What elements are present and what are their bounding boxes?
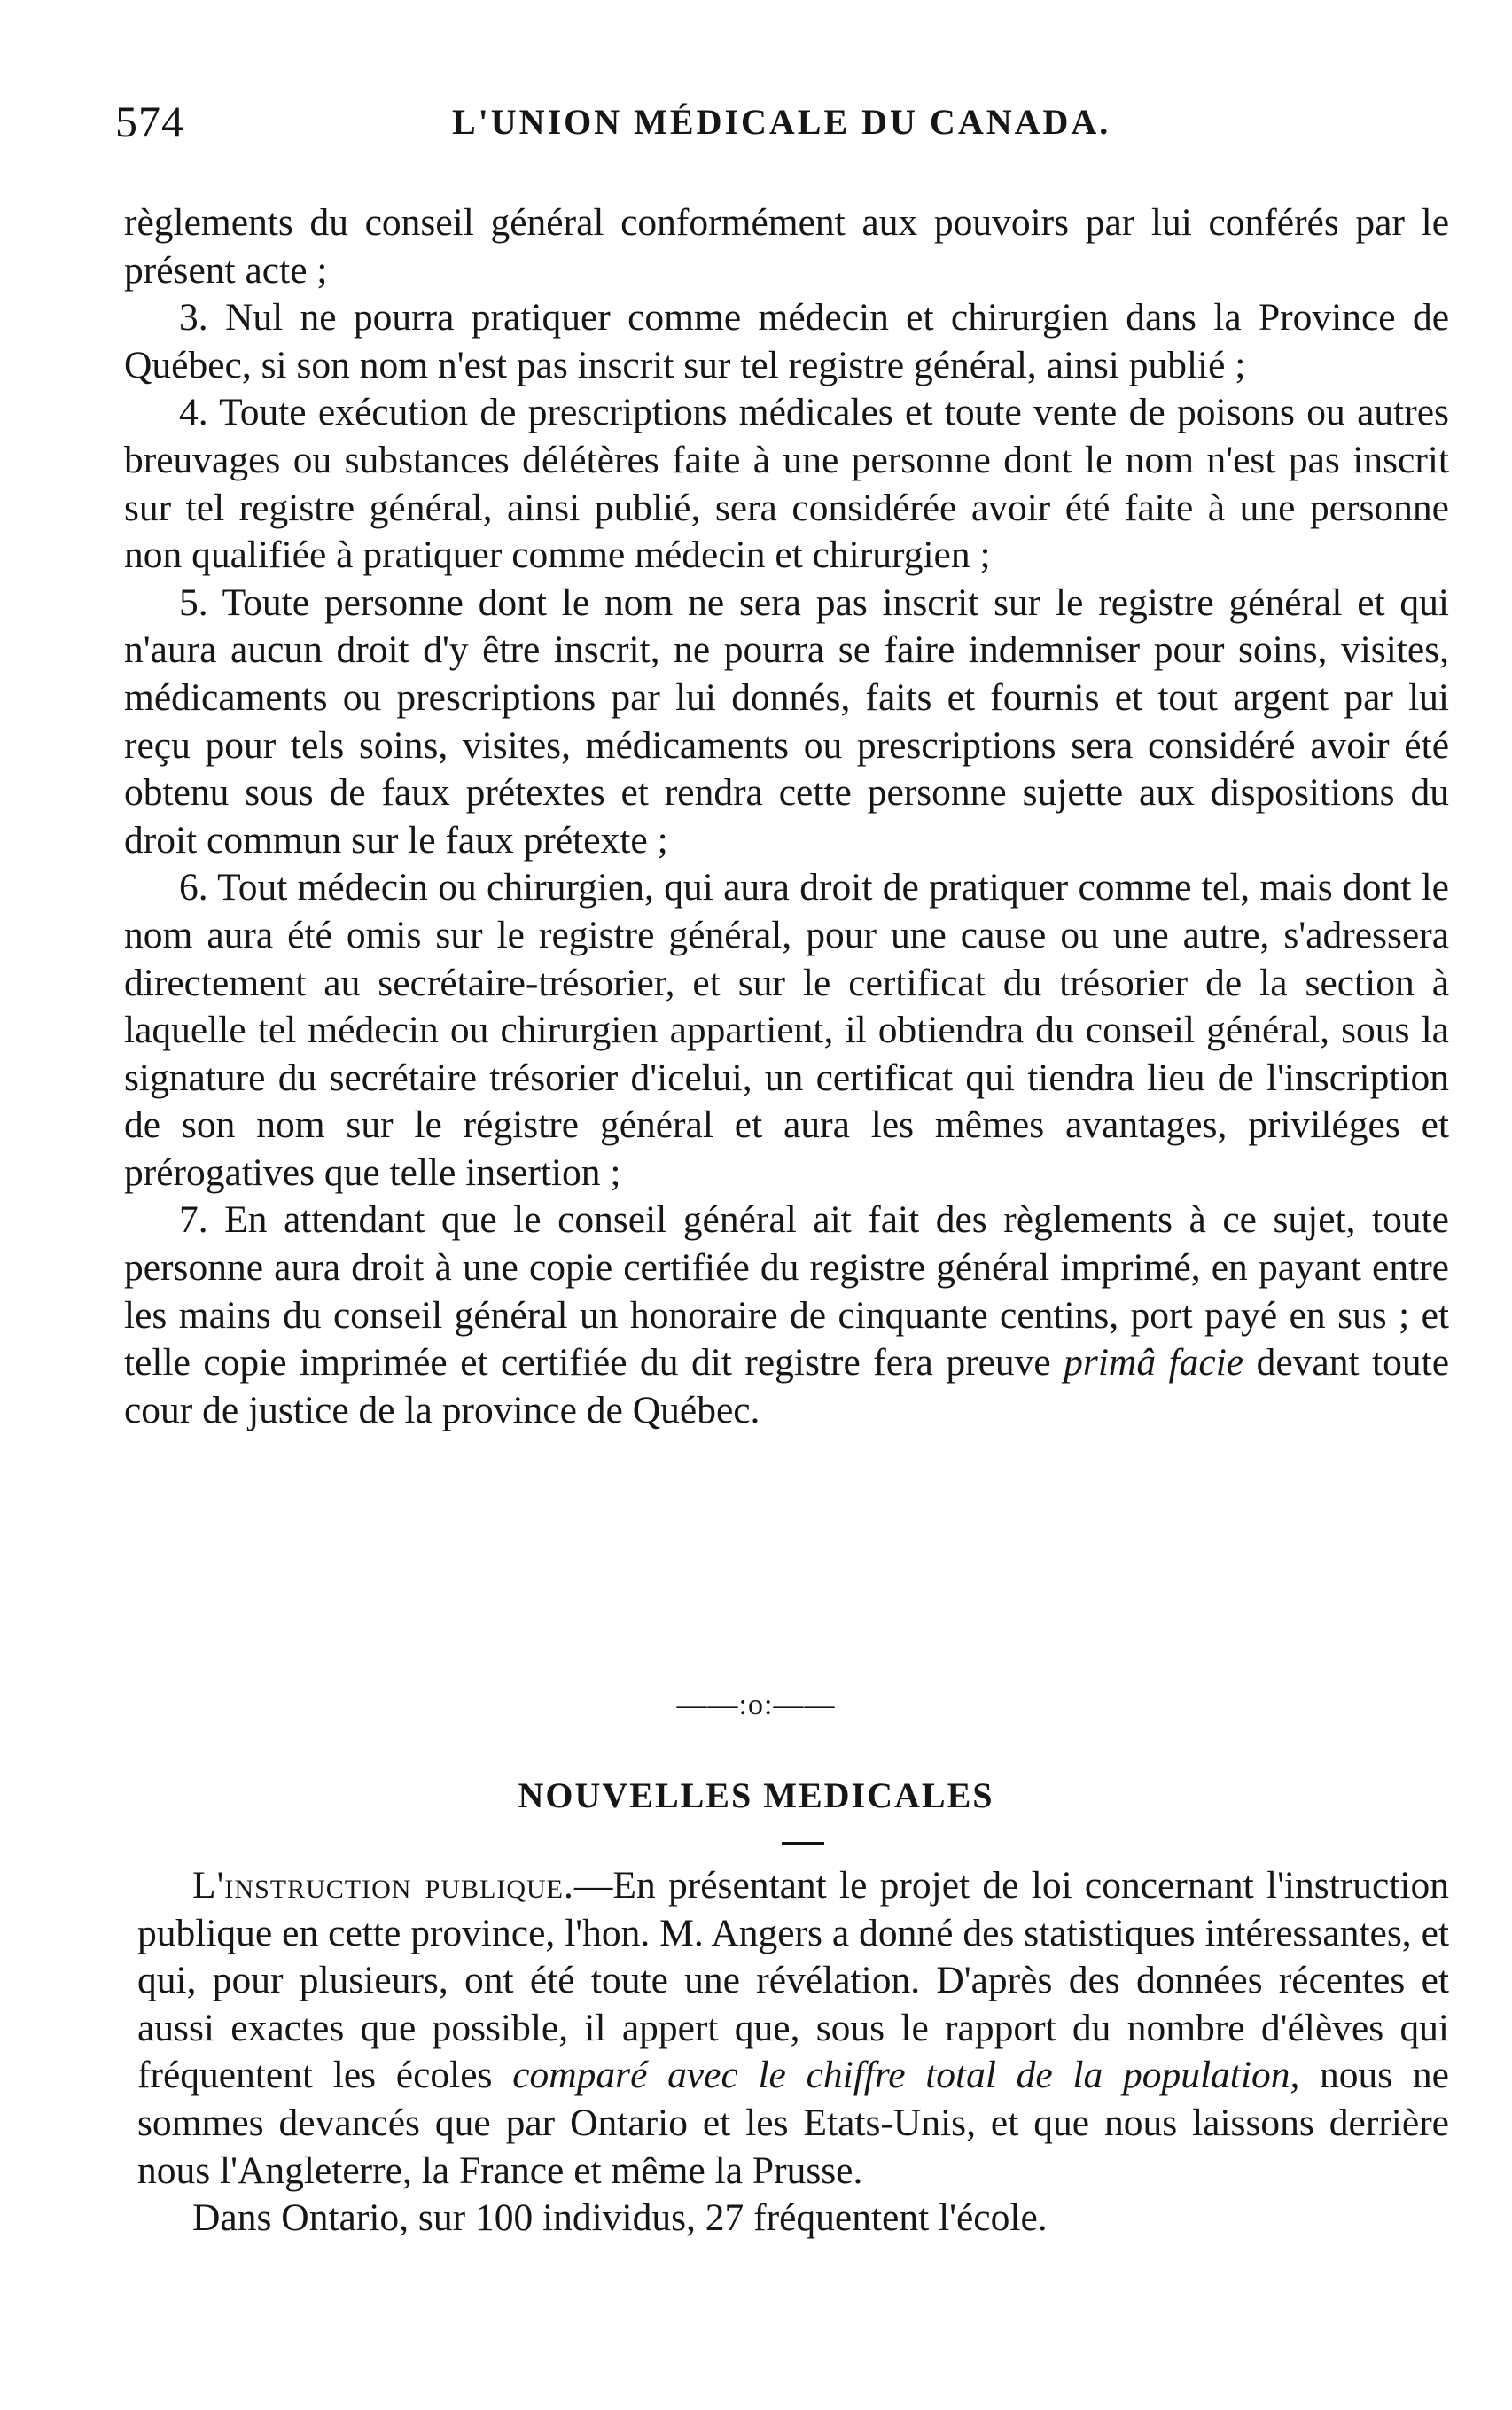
news-lead-title: L'instruction publique. [192, 1864, 574, 1907]
news-paragraph-1-text-before: —En présentant le projet de loi concernant l'instruction publique en cette province, l'hon. M. Angers a donné des statistiques intéressantes, et qui, pour plusieurs, ont été toute une révélation. D'après des données récentes et aussi exactes que possible, il appert que, sous le rapport du nombre d'élèves qui fréquentent les écoles [137, 1864, 1449, 2097]
paragraph-item-4: 4. Toute exécution de prescriptions médicales et toute vente de poisons ou autres breuvages ou substances délétères faite à une personne dont le nom n'est pas inscrit sur tel registre général, ainsi publié, sera considérée avoir été faite à une personne non qualifiée à pratiquer comme médecin et chirurgien ; [124, 391, 1449, 577]
body-text-news [137, 1862, 1449, 2242]
heading-rule [782, 1842, 824, 1845]
latin-phrase: primâ facie [1064, 1341, 1244, 1384]
paragraph-item-7-text-before: 7. En attendant que le conseil général ait fait des règlements à ce sujet, toute personne aura droit à une copie certifiée du registre général imprimé, en payant entre les mains du conseil général un honoraire de cinquante centins, port payé en sus ; et telle copie imprimée et certifiée du dit registre fera preuve [124, 1198, 1449, 1384]
news-paragraph-1-text-after: nous ne sommes devancés que par Ontario et les Etats-Unis, et que nous laissons derrière nous l'Angleterre, la France et même la Prusse. [137, 2054, 1449, 2192]
section-separator: ——:o:—— [676, 1689, 836, 1721]
paragraph-item-7 [124, 1197, 1449, 1434]
news-paragraph-2: Dans Ontario, sur 100 individus, 27 fréquentent l'école. [192, 2196, 1048, 2240]
page-header [115, 96, 1454, 149]
news-emphasis: comparé avec le chiffre total de la population, [512, 2054, 1300, 2097]
running-head: L'UNION MÉDICALE DU CANADA. [452, 102, 1111, 142]
paragraph-item-3: 3. Nul ne pourra pratiquer comme médecin et chirurgien dans la Province de Québec, si son nom n'est pas inscrit sur tel registre général, ainsi publié ; [124, 296, 1449, 386]
paragraph-item-5: 5. Toute personne dont le nom ne sera pas inscrit sur le registre général et qui n'aura aucun droit d'y être inscrit, ne pourra se faire indemniser pour soins, visites, médicaments ou prescriptions par lui donnés, faits et fournis et tout argent par lui reçu pour tels soins, visites, médicaments ou prescriptions sera considéré avoir été obtenu sous de faux prétextes et rendra cette personne sujette aux dispositions du droit commun sur le faux prétexte ; [124, 581, 1449, 862]
paragraph-continuation: règlements du conseil général conformément aux pouvoirs par lui conférés par le présent acte ; [124, 201, 1449, 292]
body-text-top [124, 199, 1449, 1434]
section-heading: NOUVELLES MEDICALES [518, 1775, 994, 1815]
paragraph-item-7-text-after: devant toute cour de justice de la province de Québec. [124, 1341, 1450, 1431]
page-number: 574 [115, 97, 184, 146]
news-paragraph-1 [137, 1862, 1449, 2195]
paragraph-item-6: 6. Tout médecin ou chirurgien, qui aura droit de pratiquer comme tel, mais dont le nom aura été omis sur le registre général, pour une cause ou une autre, s'adressera directement au secrétaire-trésorier, et sur le certificat du trésorier de la section à laquelle tel médecin ou chirurgien appartient, il obtiendra du conseil général, sous la signature du secrétaire trésorier d'icelui, un certificat qui tiendra lieu de l'inscription de son nom sur le régistre général et aura les mêmes avantages, priviléges et prérogatives que telle insertion ; [124, 866, 1449, 1194]
